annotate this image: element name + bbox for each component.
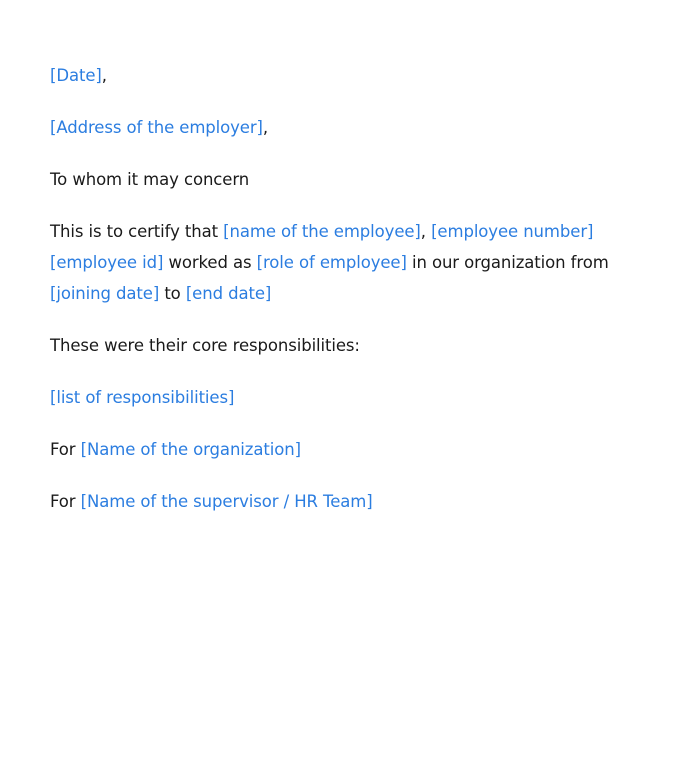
organization-line — [50, 434, 660, 465]
responsibilities-list-placeholder: [list of responsibilities] — [50, 388, 235, 407]
supervisor-placeholder: [Name of the supervisor / HR Team] — [80, 492, 373, 511]
body-text-3: in our organization from — [406, 253, 609, 272]
date-suffix: , — [101, 66, 107, 85]
date-line — [50, 60, 660, 91]
address-suffix: , — [262, 118, 269, 137]
body-text-4: to — [159, 284, 186, 303]
body-text-1: This is to certify that — [50, 222, 224, 241]
body-text-2: worked as — [163, 253, 257, 272]
date-placeholder: [Date] — [50, 66, 102, 85]
employee-id-placeholder: [employee id] — [50, 253, 164, 272]
body-sep-1: , — [420, 222, 432, 241]
organization-placeholder: [Name of the organization] — [80, 440, 301, 459]
employee-name-placeholder: [name of the employee] — [223, 222, 421, 241]
responsibilities-intro: These were their core responsibilities: — [50, 336, 360, 355]
experience-letter — [50, 60, 660, 538]
end-date-placeholder: [end date] — [185, 284, 272, 303]
salutation: To whom it may concern — [50, 170, 250, 189]
supervisor-line — [50, 486, 660, 517]
joining-date-placeholder: [joining date] — [50, 284, 160, 303]
supervisor-prefix: For — [50, 492, 81, 511]
certification-paragraph — [50, 216, 660, 309]
role-placeholder: [role of employee] — [256, 253, 407, 272]
employee-number-placeholder: [employee number] — [431, 222, 594, 241]
address-line — [50, 112, 660, 143]
address-placeholder: [Address of the employer] — [50, 118, 263, 137]
organization-prefix: For — [50, 440, 81, 459]
